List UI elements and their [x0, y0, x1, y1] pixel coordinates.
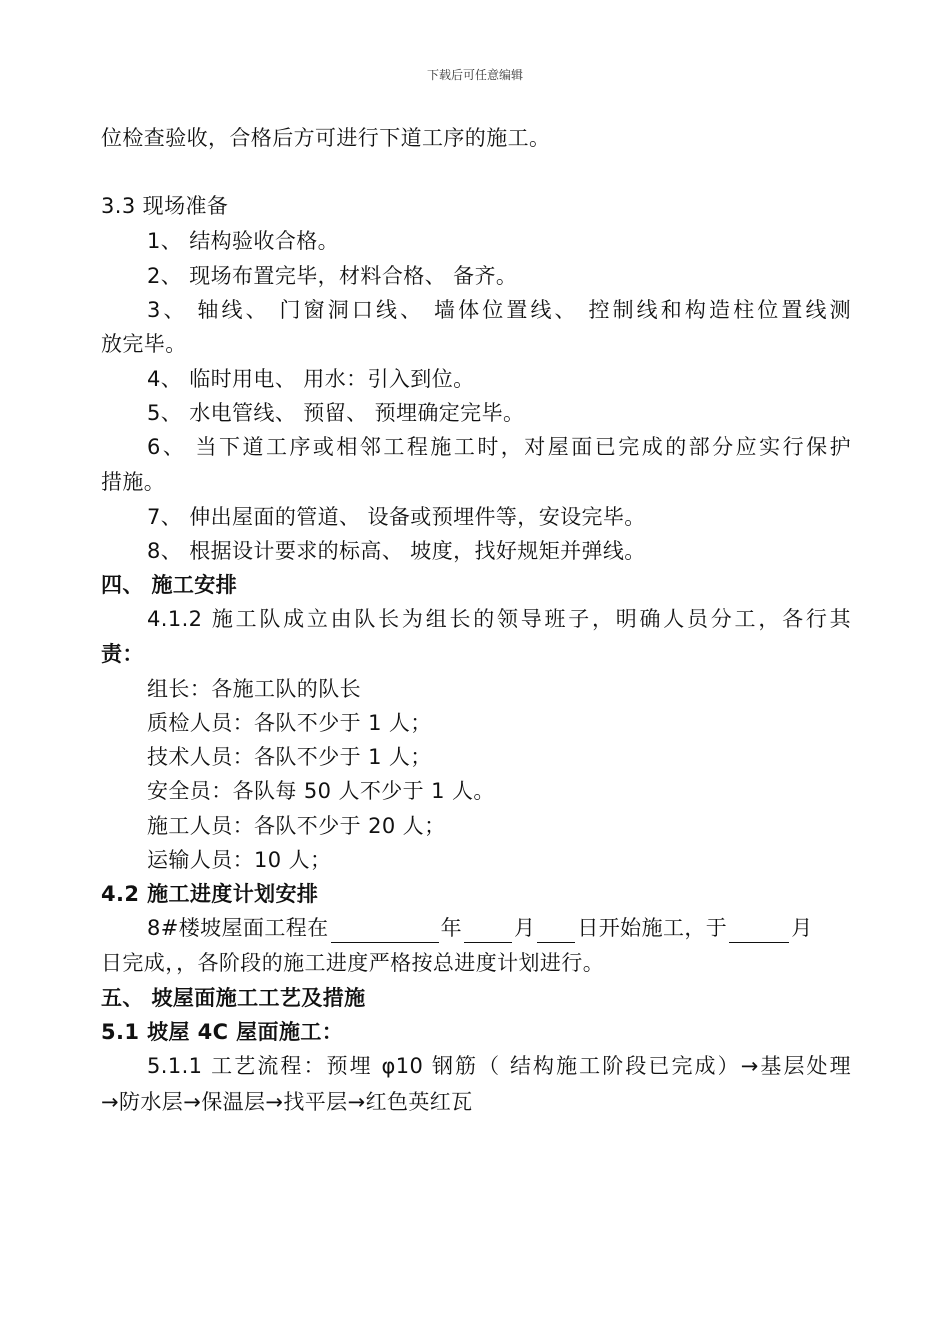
- schedule-text: 月: [791, 916, 813, 940]
- schedule-text: 日开始施工，于: [577, 916, 728, 940]
- role-line: 施工人员：各队不少于 20 人；: [147, 814, 446, 838]
- paragraph-line: 4.1.2 施工队成立由队长为组长的领导班子，明确人员分工，各行其: [147, 607, 851, 631]
- role-line: 技术人员：各队不少于 1 人；: [147, 745, 432, 769]
- schedule-text: 8#楼坡屋面工程在: [147, 916, 329, 940]
- list-item-continuation: 措施。: [101, 470, 166, 494]
- list-item: 1、 结构验收合格。: [147, 229, 340, 253]
- paragraph-line: 5.1.1 工艺流程：预埋 φ10 钢筋（ 结构施工阶段已完成）→基层处理: [147, 1054, 851, 1078]
- blank-underline: [729, 920, 789, 943]
- list-item: 7、 伸出屋面的管道、 设备或预埋件等，安设完毕。: [147, 505, 646, 529]
- paragraph-continuation: →防水层→保温层→找平层→红色英红瓦: [101, 1090, 473, 1114]
- list-item: 5、 水电管线、 预留、 预埋确定完毕。: [147, 401, 525, 425]
- list-item-continuation: 放完毕。: [101, 332, 187, 356]
- list-item: 6、 当下道工序或相邻工程施工时，对屋面已完成的部分应实行保护: [147, 435, 851, 459]
- list-item: 3、 轴线、 门窗洞口线、 墙体位置线、 控制线和构造柱位置线测: [147, 298, 851, 322]
- blank-underline: [331, 920, 439, 943]
- blank-underline: [464, 920, 512, 943]
- schedule-text: 年: [440, 916, 462, 940]
- role-line: 组长：各施工队的队长: [147, 677, 361, 701]
- section-heading: 5.1 坡屋 4C 屋面施工：: [101, 1020, 344, 1044]
- paragraph-line: 位检查验收，合格后方可进行下道工序的施工。: [101, 126, 551, 150]
- section-heading: 五、 坡屋面施工工艺及措施: [101, 986, 366, 1010]
- list-item: 2、 现场布置完毕，材料合格、 备齐。: [147, 264, 518, 288]
- list-item: 4、 临时用电、 用水：引入到位。: [147, 367, 475, 391]
- schedule-line: [147, 913, 851, 943]
- role-line: 安全员：各队每 50 人不少于 1 人。: [147, 779, 495, 803]
- role-line: 质检人员：各队不少于 1 人；: [147, 711, 432, 735]
- section-heading: 四、 施工安排: [101, 573, 238, 597]
- section-heading: 3.3 现场准备: [101, 194, 229, 218]
- list-item: 8、 根据设计要求的标高、 坡度，找好规矩并弹线。: [147, 539, 646, 563]
- section-heading: 4.2 施工进度计划安排: [101, 882, 319, 906]
- schedule-text: 月: [513, 916, 536, 940]
- schedule-continuation: 日完成，，各阶段的施工进度严格按总进度计划进行。: [101, 951, 605, 975]
- page-header: 下载后可任意编辑: [426, 68, 523, 82]
- blank-underline: [537, 920, 575, 943]
- role-line: 运输人员：10 人；: [147, 848, 332, 872]
- paragraph-continuation: 责：: [101, 642, 144, 666]
